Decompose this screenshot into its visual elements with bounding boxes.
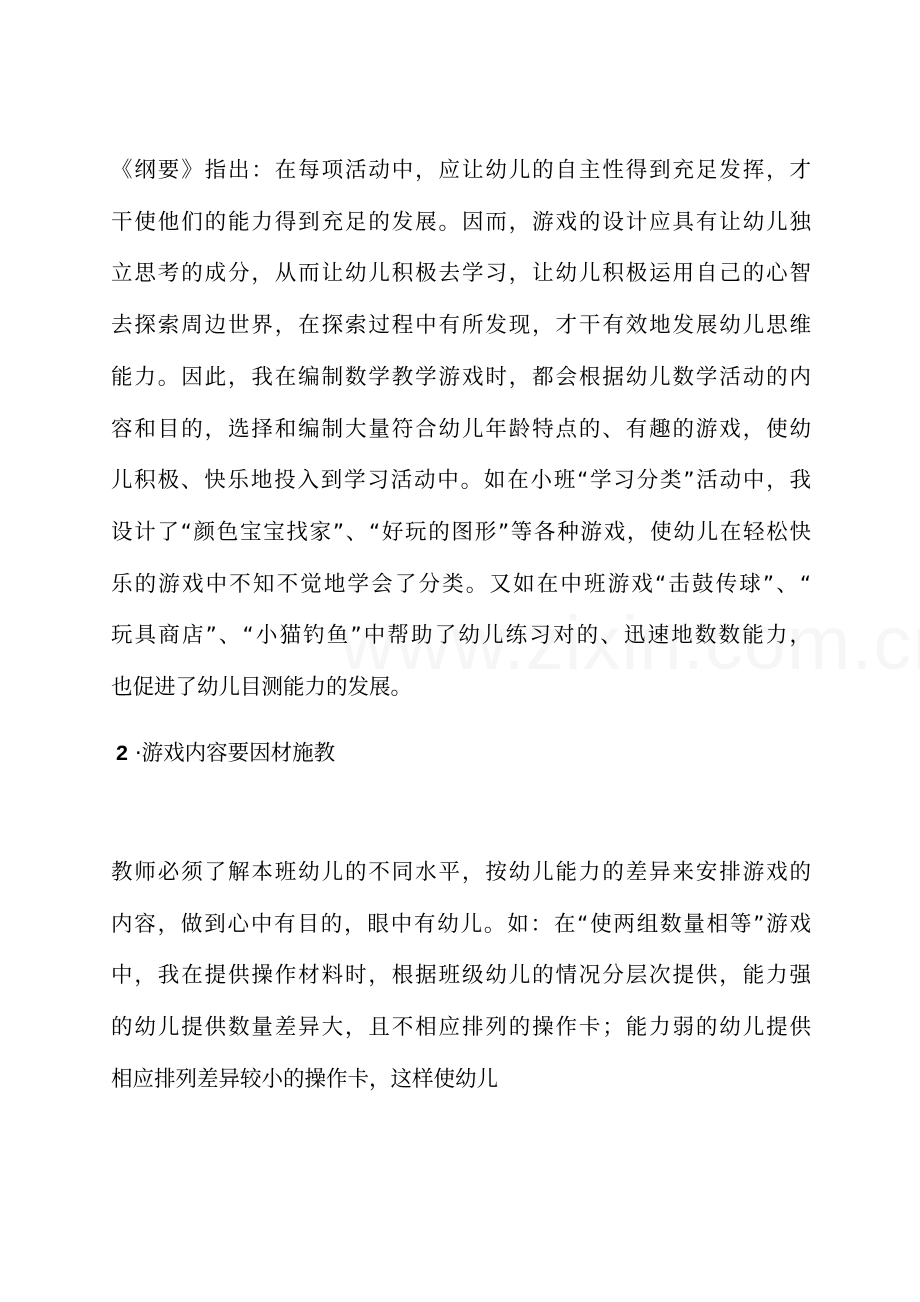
paragraph-line: 玩具商店”、“小猫钓鱼”中帮助了幼儿练习对的、迅速地数数能力，: [111, 623, 811, 649]
paragraph-line: 《纲要》指出：在每项活动中，应让幼儿的自主性得到充足发挥，才: [111, 158, 811, 183]
paragraph-line: 教师必须了解本班幼儿的不同水平，按幼儿能力的差异来安排游戏的: [111, 860, 811, 885]
paragraph-line: 也促进了幼儿目测能力的发展。: [111, 675, 413, 701]
paragraph-line: 中，我在提供操作材料时，根据班级幼儿的情况分层次提供，能力强: [111, 963, 811, 989]
paragraph-line: 设计了“颜色宝宝找家”、“好玩的图形”等各种游戏，使幼儿在轻松快: [111, 519, 811, 545]
paragraph-line: 立思考的成分，从而让幼儿积极去学习，让幼儿积极运用自己的心智: [111, 261, 811, 287]
paragraph-line: 能力。因此，我在编制数学教学游戏时，都会根据幼儿数学活动的内: [111, 364, 811, 390]
section-separator: ·: [134, 741, 142, 766]
paragraph-line: 容和目的，选择和编制大量符合幼儿年龄特点的、有趣的游戏，使幼: [111, 416, 811, 442]
paragraph-line: 内容，做到心中有目的，眼中有幼儿。如：在“使两组数量相等”游戏: [111, 911, 811, 937]
section-number: 2: [116, 741, 128, 765]
section-title: 游戏内容要因材施教: [141, 741, 336, 766]
paragraph-line: 干使他们的能力得到充足的发展。因而，游戏的设计应具有让幼儿独: [111, 209, 811, 235]
paragraph-line: 相应排列差异较小的操作卡，这样使幼儿: [111, 1066, 499, 1092]
paragraph-2: [111, 847, 811, 1106]
paragraph-line: 的幼儿提供数量差异大，且不相应排列的操作卡；能力弱的幼儿提供: [111, 1015, 811, 1041]
paragraph-line: 去探索周边世界，在探索过程中有所发现，才干有效地发展幼儿思维: [111, 313, 811, 339]
section-heading: [116, 735, 335, 772]
paragraph-1: [111, 145, 811, 714]
paragraph-line: 乐的游戏中不知不觉地学会了分类。又如在中班游戏“击鼓传球”、“: [111, 571, 811, 597]
paragraph-line: 儿积极、快乐地投入到学习活动中。如在小班“学习分类”活动中，我: [111, 468, 811, 494]
